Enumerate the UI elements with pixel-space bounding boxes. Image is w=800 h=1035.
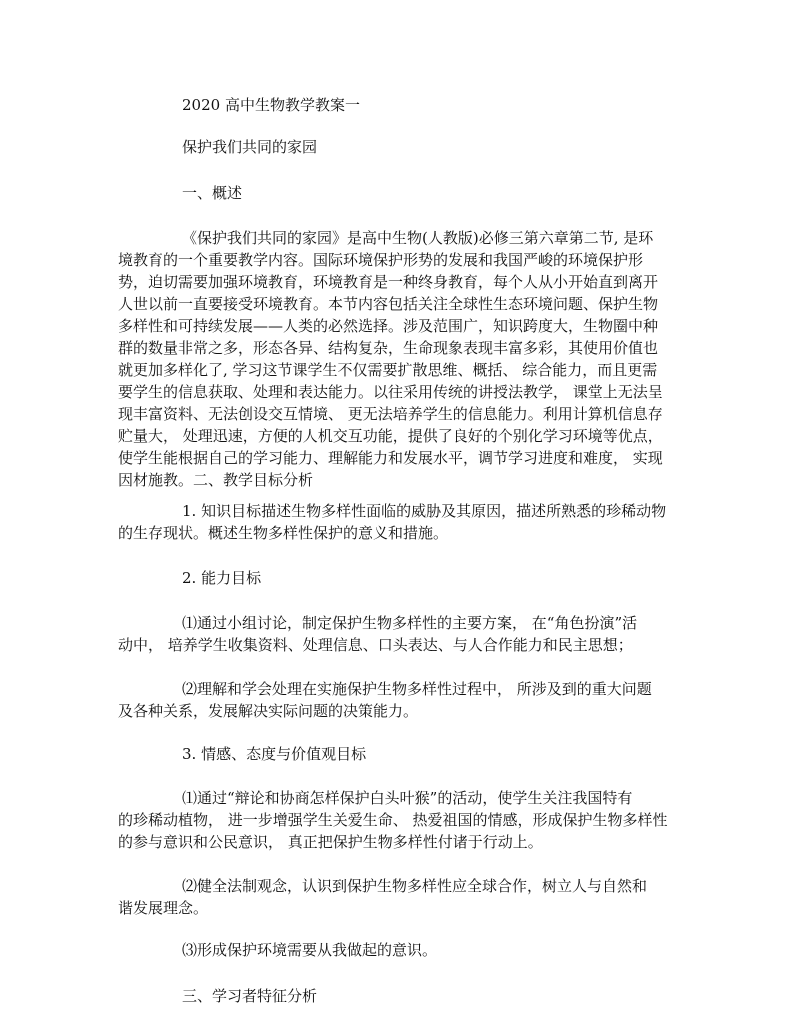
paragraph-line: 谐发展理念。: [118, 899, 209, 917]
paragraph-line: 动中， 培养学生收集资料、处理信息、口头表达、与人合作能力和民主思想；: [118, 636, 633, 654]
paragraph-line: 的珍稀动植物， 进一步增强学生关爱生命、 热爱祖国的情感，形成保护生物多样性: [118, 811, 668, 829]
paragraph-line: ⑴通过“辩论和协商怎样保护白头叶猴”的活动，使学生关注我国特有: [182, 789, 633, 807]
paragraph-line: 1. 知识目标描述生物多样性面临的威胁及其原因，描述所熟悉的珍稀动物: [182, 502, 667, 520]
paragraph-line: 群的数量非常之多，形态各异、结构复杂，生命现象表现丰富多彩，其使用价值也: [118, 339, 659, 357]
section-heading-overview: 一、概述: [182, 184, 243, 202]
ability-goal-item-1: [118, 612, 690, 656]
emotion-goal-heading: 3. 情感、态度与价值观目标: [182, 745, 367, 763]
paragraph-line: 现丰富资料、无法创设交互情境、 更无法培养学生的信息能力。利用计算机信息存: [118, 405, 663, 423]
paragraph-line: ⑴通过小组讨论，制定保护生物多样性的主要方案， 在“角色扮演”活: [182, 614, 638, 632]
paragraph-line: 的生存现状。概述生物多样性保护的意义和措施。: [118, 524, 449, 542]
paragraph-line: 的参与意识和公民意识， 真正把保护生物多样性付诸于行动上。: [118, 833, 543, 851]
document-title: 2020 高中生物教学教案一: [182, 96, 360, 114]
paragraph-line: 人世以前一直要接受环境教育。本节内容包括关注全球性生态环境问题、保护生物: [118, 295, 659, 313]
emotion-goal-item-3: ⑶形成保护环境需要从我做起的意识。: [182, 941, 438, 959]
overview-paragraph: [118, 227, 690, 491]
ability-goal-item-2: [118, 678, 690, 722]
paragraph-line: ⑵理解和学会处理在实施保护生物多样性过程中， 所涉及到的重大问题: [182, 680, 652, 698]
paragraph-line: 就更加多样化了, 学习这节课学生不仅需要扩散思维、概括、 综合能力，而且更需: [118, 361, 658, 379]
knowledge-goal-paragraph: [118, 500, 690, 544]
paragraph-line: 因材施教。二、教学目标分析: [118, 471, 314, 489]
emotion-goal-item-2: [118, 875, 690, 919]
section-heading-learner-analysis: 三、学习者特征分析: [182, 987, 318, 1005]
paragraph-line: 及各种关系，发展解决实际问题的决策能力。: [118, 702, 419, 720]
paragraph-line: 《保护我们共同的家园》是高中生物(人教版)必修三第六章第二节, 是环: [182, 229, 654, 247]
paragraph-line: 使学生能根据自己的学习能力、理解能力和发展水平，调节学习进度和难度， 实现: [118, 449, 663, 467]
emotion-goal-item-1: [118, 787, 690, 853]
ability-goal-heading: 2. 能力目标: [182, 569, 262, 587]
paragraph-line: 要学生的信息获取、处理和表达能力。以往采用传统的讲授法教学， 课堂上无法呈: [118, 383, 663, 401]
paragraph-line: 势，迫切需要加强环境教育，环境教育是一种终身教育，每个人从小开始直到离开: [118, 273, 659, 291]
paragraph-line: 贮量大， 处理迅速，方便的人机交互功能，提供了良好的个别化学习环境等优点，: [118, 427, 663, 445]
paragraph-line: 多样性和可持续发展——人类的必然选择。涉及范围广，知识跨度大，生物圈中种: [118, 317, 659, 335]
lesson-subtitle: 保护我们共同的家园: [182, 138, 318, 156]
paragraph-line: 境教育的一个重要教学内容。国际环境保护形势的发展和我国严峻的环境保护形: [118, 251, 644, 269]
paragraph-line: ⑵健全法制观念，认识到保护生物多样性应全球合作，树立人与自然和: [182, 877, 648, 895]
